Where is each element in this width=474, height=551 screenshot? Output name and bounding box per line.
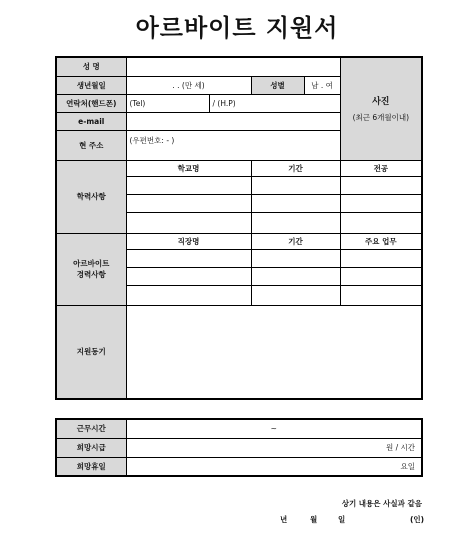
- form-title: 아르바이트 지원서: [135, 14, 339, 42]
- career-label-line2: 경력사항: [76, 270, 106, 279]
- motivation-label: 지원동기: [56, 305, 126, 399]
- career-header-period: 기간: [251, 233, 340, 249]
- tel-field[interactable]: (Tel): [126, 94, 209, 112]
- education-cell[interactable]: [251, 194, 340, 212]
- work-hours-field[interactable]: ~: [126, 419, 422, 438]
- career-cell[interactable]: [126, 267, 251, 285]
- career-cell[interactable]: [251, 285, 340, 305]
- career-header-duties: 주요 업무: [340, 233, 422, 249]
- birth-label: 생년월일: [56, 76, 126, 94]
- gender-field[interactable]: 남 . 여: [304, 76, 340, 94]
- education-label: 학력사항: [56, 160, 126, 233]
- postal-code-label: (우편번호: - ): [129, 135, 175, 145]
- wage-label: 희망시급: [56, 438, 126, 457]
- career-label: [56, 233, 126, 305]
- photo-note: (최근 6개월이내): [352, 113, 410, 123]
- education-header-school: 학교명: [126, 160, 251, 176]
- education-cell[interactable]: [126, 176, 251, 194]
- contact-label: 연락처(핸드폰): [56, 94, 126, 112]
- education-cell[interactable]: [126, 212, 251, 233]
- career-cell[interactable]: [126, 285, 251, 305]
- dayoff-field[interactable]: 요일: [126, 457, 422, 476]
- name-field[interactable]: [126, 57, 340, 76]
- work-hours-label: 근무시간: [56, 419, 126, 438]
- dayoff-label: 희망휴일: [56, 457, 126, 476]
- gender-label: 성별: [251, 76, 304, 94]
- hp-field[interactable]: / (H.P): [209, 94, 340, 112]
- career-cell[interactable]: [340, 285, 422, 305]
- name-label: 성 명: [56, 57, 126, 76]
- education-header-period: 기간: [251, 160, 340, 176]
- motivation-field[interactable]: [126, 305, 422, 399]
- education-cell[interactable]: [251, 212, 340, 233]
- career-cell[interactable]: [126, 249, 251, 267]
- education-header-major: 전공: [340, 160, 422, 176]
- day-label: 일: [338, 515, 346, 524]
- application-form-table: [55, 56, 423, 400]
- education-cell[interactable]: [340, 194, 422, 212]
- statement-text: 상기 내용은 사실과 같음: [341, 499, 422, 508]
- email-field[interactable]: [126, 112, 340, 130]
- career-cell[interactable]: [340, 267, 422, 285]
- work-conditions-table: [55, 418, 423, 477]
- education-cell[interactable]: [251, 176, 340, 194]
- education-cell[interactable]: [340, 212, 422, 233]
- address-label: 현 주소: [56, 130, 126, 160]
- seal-label[interactable]: (인): [410, 515, 425, 524]
- career-cell[interactable]: [251, 267, 340, 285]
- wage-field[interactable]: 원 / 시간: [126, 438, 422, 457]
- education-cell[interactable]: [126, 194, 251, 212]
- career-cell[interactable]: [340, 249, 422, 267]
- photo-label: 사진: [372, 97, 390, 108]
- education-cell[interactable]: [340, 176, 422, 194]
- birth-field[interactable]: . . (만 세): [126, 76, 251, 94]
- photo-box[interactable]: [340, 57, 422, 160]
- career-label-line1: 아르바이트: [73, 259, 110, 268]
- career-cell[interactable]: [251, 249, 340, 267]
- address-field[interactable]: [126, 130, 340, 160]
- email-label: e-mail: [56, 112, 126, 130]
- career-header-company: 직장명: [126, 233, 251, 249]
- year-label: 년: [280, 515, 288, 524]
- month-label: 월: [310, 515, 318, 524]
